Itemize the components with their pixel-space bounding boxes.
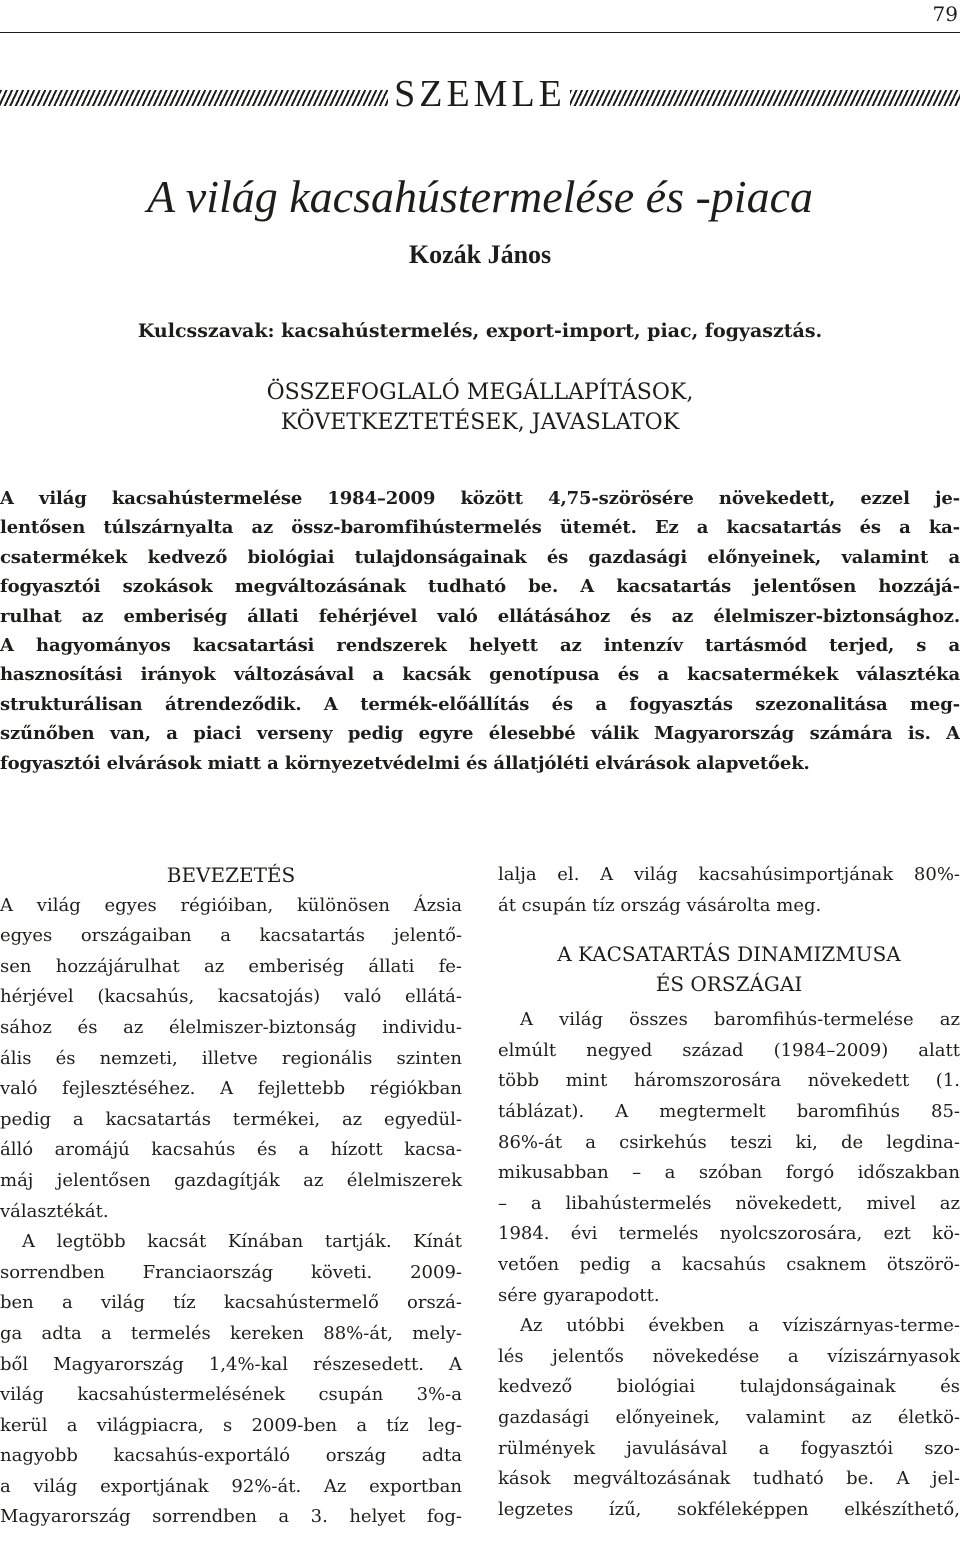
- text-line: kások megváltozásának tudható be. A jel-: [498, 1468, 960, 1490]
- hatch-ornament-left: [0, 90, 388, 106]
- abstract-line: A hagyományos kacsatartási rendszerek helyett az intenzív tartásmód terjed, s a: [0, 635, 960, 657]
- text-line: Az utóbbi években a víziszárnyas-terme-: [520, 1315, 960, 1337]
- text-line: gazdasági előnyeinek, valamint az életkö-: [498, 1406, 960, 1428]
- text-line: kedvező biológiai tulajdonságainak és: [498, 1376, 960, 1398]
- right-column: [498, 860, 960, 1525]
- section-label: SZEMLE: [394, 73, 566, 115]
- text-line: választékát.: [0, 1200, 109, 1222]
- text-line: kerül a világpiacra, s 2009-ben a tíz leg-: [0, 1414, 462, 1436]
- summary-heading: [0, 378, 960, 438]
- text-line: ga adta a termelés kereken 88%-át, mely-: [0, 1322, 462, 1344]
- text-line: sához és az élelmiszer-biztonság individu-: [0, 1016, 462, 1038]
- article-title: A világ kacsahústermelése és -piaca: [147, 171, 813, 222]
- abstract: [0, 484, 960, 778]
- text-line: máj jelentősen gazdagítják az élelmiszerek: [0, 1169, 462, 1191]
- text-line: lés jelentős növekedése a víziszárnyasok: [498, 1345, 960, 1367]
- text-line: lalja el. A világ kacsahúsimportjának 80%-: [498, 864, 960, 885]
- hatch-ornament-right: [570, 90, 960, 106]
- text-line: pedig a kacsatartás termékei, az egyedül-: [0, 1108, 462, 1130]
- paragraph: [0, 1227, 462, 1533]
- paragraph: [0, 891, 462, 1228]
- text-line: táblázat). A megtermelt baromfihús 85-: [498, 1100, 960, 1122]
- left-column: [0, 860, 462, 1533]
- heading-line: A KACSATARTÁS DINAMIZMUSA: [557, 942, 901, 967]
- text-line: mikusabban – a szóban forgó időszakban: [498, 1162, 960, 1184]
- text-line: Magyarország sorrendben a 3. helyet fog-: [0, 1506, 462, 1528]
- abstract-line: fogyasztói elvárások miatt a környezetvédelmi és állatjóléti elvárások alapvetőek.: [0, 752, 810, 774]
- section-heading-introduction: BEVEZETÉS: [166, 863, 296, 887]
- abstract-line: A világ kacsahústermelése 1984–2009 között 4,75-szörösére növekedett, ezzel je-: [0, 488, 960, 509]
- text-line: sen hozzájárulhat az emberiség állati fe-: [0, 955, 462, 977]
- keywords: Kulcsszavak: kacsahústermelés, export-import, piac, fogyasztás.: [137, 320, 823, 342]
- heading-line: ÉS ORSZÁGAI: [655, 972, 803, 997]
- paragraph: [498, 860, 960, 921]
- text-line: sorrendben Franciaország követi. 2009-: [0, 1261, 462, 1283]
- summary-heading-line: ÖSSZEFOGLALÓ MEGÁLLAPÍTÁSOK,: [266, 380, 694, 405]
- text-line: világ kacsahústermelésének csupán 3%-a: [0, 1384, 462, 1406]
- paragraph: [498, 1005, 960, 1311]
- text-line: a világ exportjának 92%-át. Az exportban: [0, 1475, 462, 1497]
- text-line: ből Magyarország 1,4%-kal részesedett. A: [0, 1353, 462, 1375]
- page-number: 79: [932, 2, 958, 26]
- section-band: [0, 72, 960, 115]
- abstract-line: strukturálisan átrendeződik. A termék-előállítás és a fogyasztás szezonalitása meg-: [0, 693, 960, 715]
- text-line: 86%-át a csirkehús teszi ki, de legdina-: [498, 1131, 960, 1153]
- text-line: vetően pedig a kacsahús csaknem ötszörö-: [498, 1253, 960, 1275]
- text-line: – a libahústermelés növekedett, mivel az: [498, 1192, 960, 1214]
- text-line: A legtöbb kacsát Kínában tartják. Kínát: [22, 1231, 462, 1253]
- text-line: legzetes ízű, sokféleképpen elkészíthető,: [498, 1498, 960, 1520]
- text-line: ben a világ tíz kacsahústermelő orszá-: [0, 1292, 462, 1314]
- text-line: rülmények javulásával a fogyasztói szo-: [498, 1437, 960, 1459]
- abstract-line: lentősen túlszárnyalta az össz-baromfihústermelés ütemét. Ez a kacsatartás és a ka-: [0, 517, 960, 539]
- text-line: ális és nemzeti, illetve regionális szinten: [0, 1047, 462, 1069]
- paragraph: [498, 1311, 960, 1525]
- text-line: nagyobb kacsahús-exportáló ország adta: [0, 1445, 462, 1467]
- article-author: Kozák János: [408, 240, 552, 269]
- text-line: A világ egyes régióiban, különösen Ázsia: [0, 894, 462, 916]
- abstract-line: fogyasztói szokások megváltozásának tudható be. A kacsatartás jelentősen hozzájá-: [0, 576, 960, 598]
- abstract-line: szűnőben van, a piaci verseny pedig egyre élesebbé válik Magyarország számára is. A: [0, 723, 960, 745]
- header-rule: [0, 32, 960, 33]
- section-heading-dynamics: [498, 939, 960, 999]
- text-line: A világ összes baromfihús-termelése az: [520, 1009, 960, 1031]
- text-line: álló aromájú kacsahús és a hízott kacsa-: [0, 1139, 462, 1161]
- text-line: egyes országaiban a kacsatartás jelentő-: [0, 925, 462, 947]
- text-line: több mint háromszorosára növekedett (1.: [498, 1070, 960, 1092]
- abstract-line: rulhat az emberiség állati fehérjével való ellátásához és az élelmiszer-biztonsághoz.: [0, 605, 960, 627]
- abstract-line: hasznosítási irányok változásával a kacsák genotípusa és a kacsatermékek választéka: [0, 664, 960, 686]
- text-line: való fejlesztéséhez. A fejlettebb régiókban: [0, 1078, 462, 1100]
- text-line: sére gyarapodott.: [498, 1284, 660, 1306]
- text-line: hérjével (kacsahús, kacsatojás) való ellátá-: [0, 986, 462, 1008]
- text-line: át csupán tíz ország vásárolta meg.: [498, 894, 822, 916]
- text-line: elmúlt negyed század (1984–2009) alatt: [498, 1039, 960, 1061]
- text-line: 1984. évi termelés nyolcszorosára, ezt kö-: [498, 1223, 960, 1245]
- summary-heading-line: KÖVETKEZTETÉSEK, JAVASLATOK: [280, 410, 680, 435]
- abstract-line: csatermékek kedvező biológiai tulajdonságainak és gazdasági előnyeinek, valamint a: [0, 546, 960, 568]
